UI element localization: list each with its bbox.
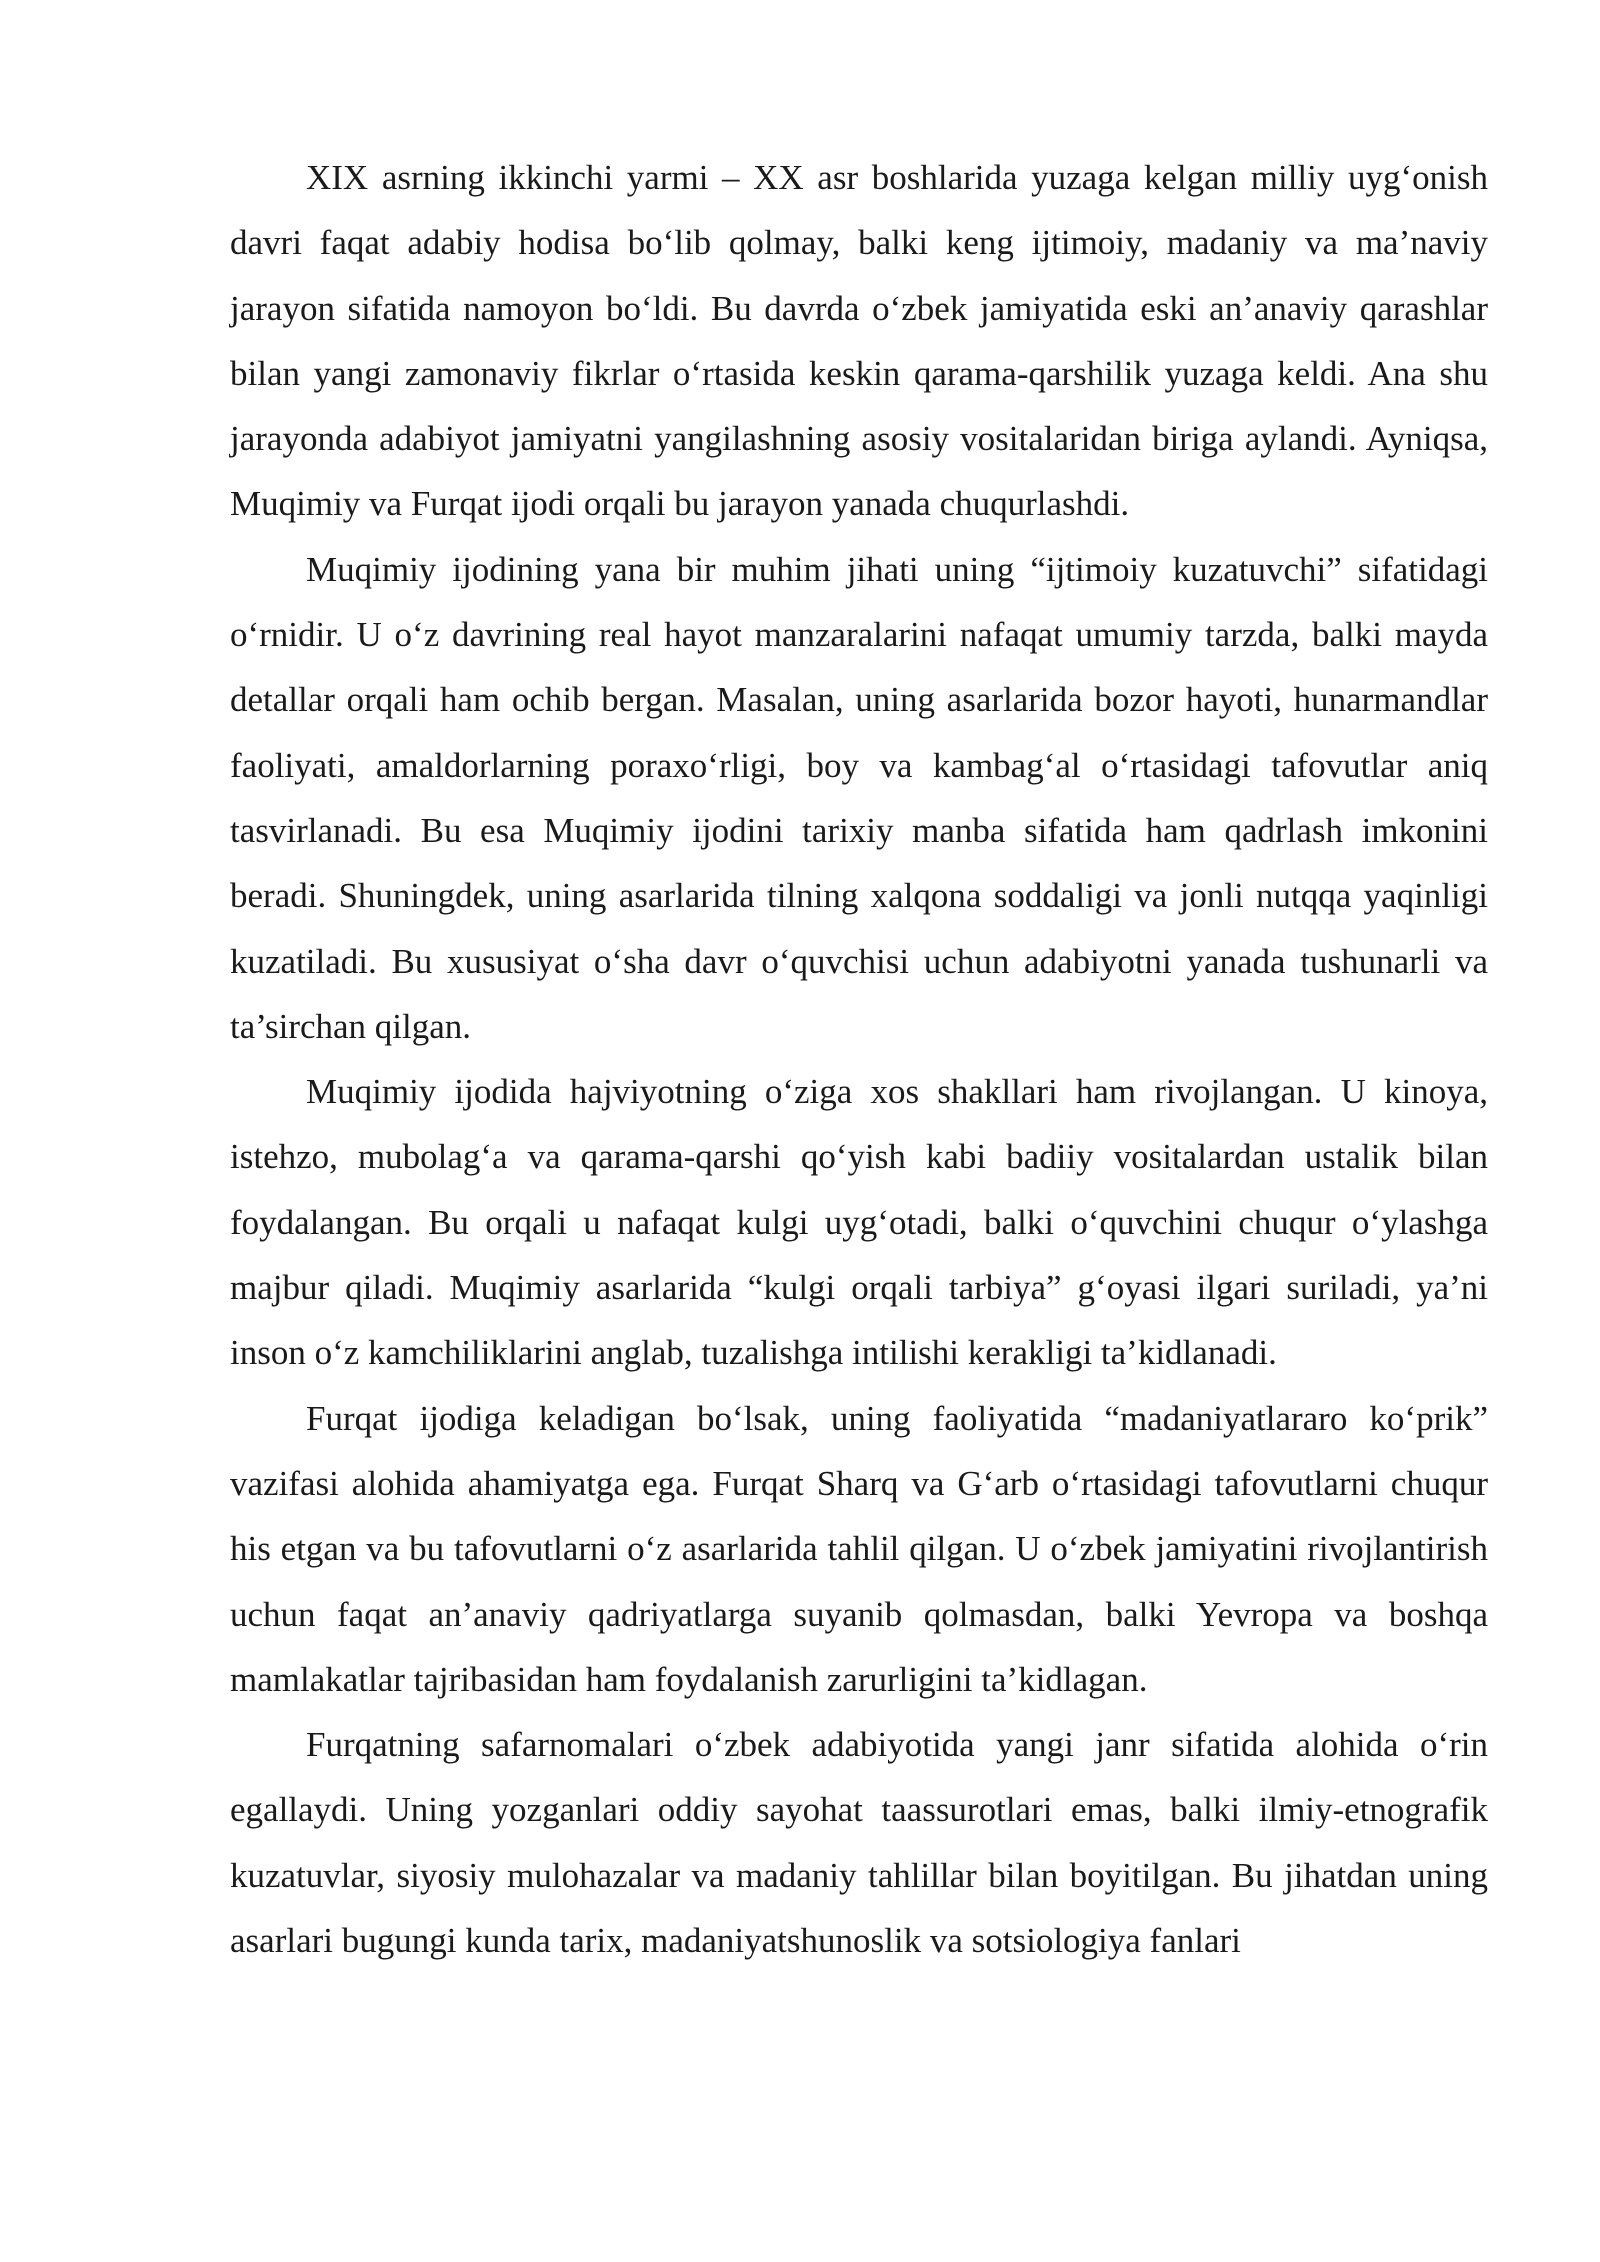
paragraph-muqimiy-observer: Muqimiy ijodining yana bir muhim jihati uning “ijtimoiy kuzatuvchi” sifatidagi o‘rnidir. U o‘z davrining real hayot manzaralarini nafaqat umumiy tarzda, balki mayda detallar orqali ham ochib bergan. Masalan, uning asarlarida bozor hayoti, hunarmandlar faoliyati, amaldorlarning poraxo‘rligi, boy va kambag‘al o‘rtasidagi tafovutlar aniq tasvirlanadi. Bu esa Muqimiy ijodini tarixiy manba sifatida ham qadrlash imkonini beradi. Shuningdek, uning asarlarida tilning xalqona soddaligi va jonli nutqqa yaqinligi kuzatiladi. Bu xususiyat o‘sha davr o‘quvchisi uchun adabiyotni yanada tushunarli va ta’sirchan qilgan.: [230, 549, 1488, 1046]
paragraph-national-awakening: XIX asrning ikkinchi yarmi – XX asr boshlarida yuzaga kelgan milliy uyg‘onish davri faqat adabiy hodisa bo‘lib qolmay, balki keng ijtimoiy, madaniy va ma’naviy jarayon sifatida namoyon bo‘ldi. Bu davrda o‘zbek jamiyatida eski an’anaviy qarashlar bilan yangi zamonaviy fikrlar o‘rtasida keskin qarama-qarshilik yuzaga keldi. Ana shu jarayonda adabiyot jamiyatni yangilashning asosiy vositalaridan biriga aylandi. Ayniqsa, Muqimiy va Furqat ijodi orqali bu jarayon yanada chuqurlashdi.: [230, 158, 1488, 524]
document-page: [230, 145, 1488, 1973]
paragraph-furqat-travelogues: Furqatning safarnomalari o‘zbek adabiyotida yangi janr sifatida alohida o‘rin egallaydi. Uning yozganlari oddiy sayohat taassurotlari emas, balki ilmiy-etnografik kuzatuvlar, siyosiy mulohazalar va madaniy tahlillar bilan boyitilgan. Bu jihatdan uning asarlari bugungi kunda tarix, madaniyatshunoslik va sotsiologiya fanlari: [230, 1725, 1488, 1961]
paragraph-furqat-bridge: Furqat ijodiga keladigan bo‘lsak, uning faoliyatida “madaniyatlararo ko‘prik” vazifasi alohida ahamiyatga ega. Furqat Sharq va G‘arb o‘rtasidagi tafovutlarni chuqur his etgan va bu tafovutlarni o‘z asarlarida tahlil qilgan. U o‘zbek jamiyatini rivojlantirish uchun faqat an’anaviy qadriyatlarga suyanib qolmasdan, balki Yevropa va boshqa mamlakatlar tajribasidan ham foydalanish zarurligini ta’kidlagan.: [230, 1398, 1488, 1699]
paragraph-muqimiy-satire: Muqimiy ijodida hajviyotning o‘ziga xos shakllari ham rivojlangan. U kinoya, istehzo, mubolag‘a va qarama-qarshi qo‘yish kabi badiiy vositalardan ustalik bilan foydalangan. Bu orqali u nafaqat kulgi uyg‘otadi, balki o‘quvchini chuqur o‘ylashga majbur qiladi. Muqimiy asarlarida “kulgi orqali tarbiya” g‘oyasi ilgari suriladi, ya’ni inson o‘z kamchiliklarini anglab, tuzalishga intilishi kerakligi ta’kidlanadi.: [230, 1072, 1488, 1373]
